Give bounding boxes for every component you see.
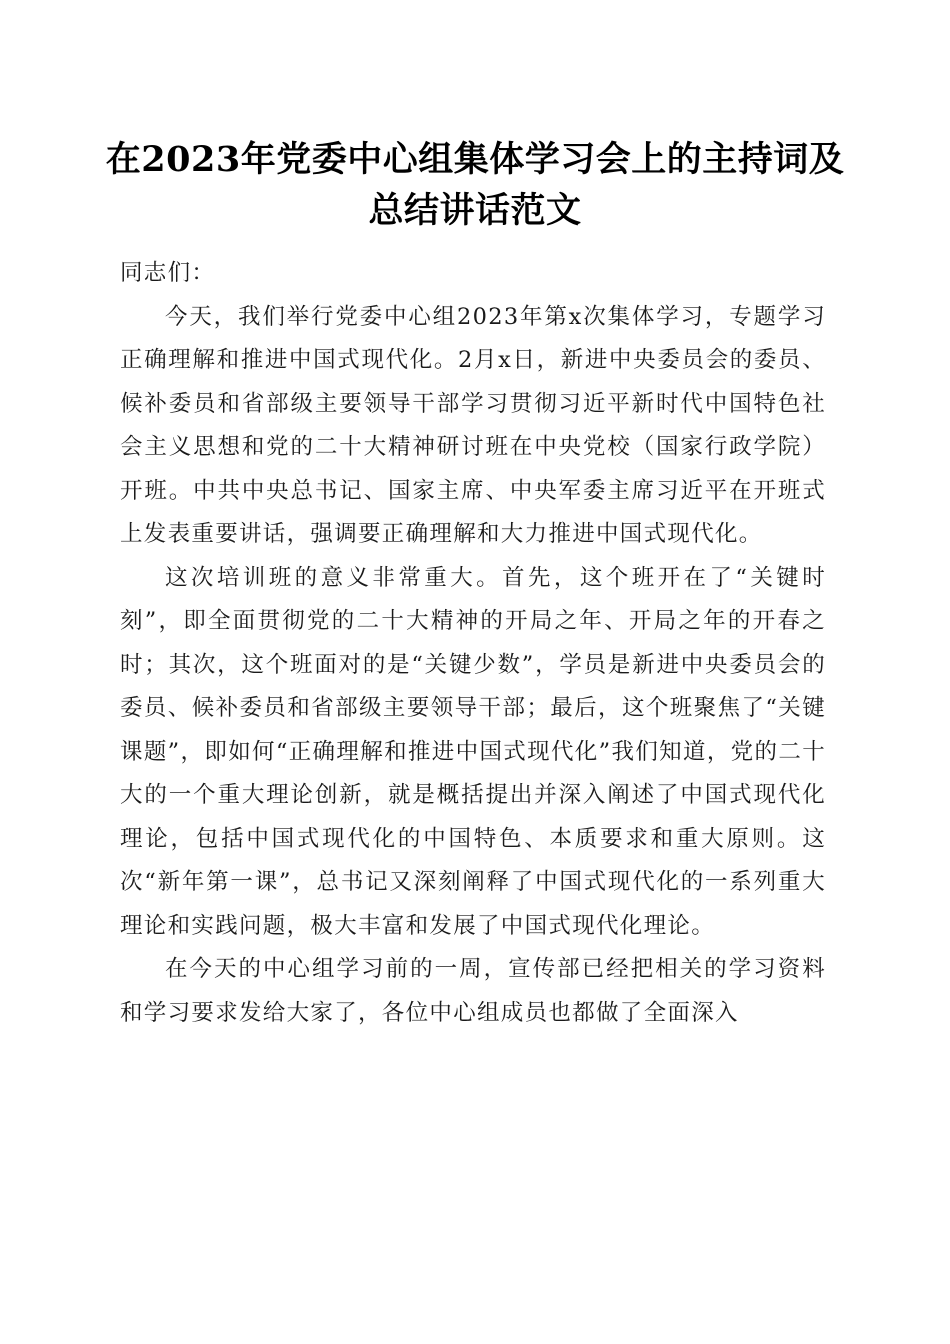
document-title: 在2023年党委中心组集体学习会上的主持词及总结讲话范文 (105, 139, 845, 231)
paragraph-1: 今天，我们举行党委中心组2023年第x次集体学习，专题学习正确理解和推进中国式现代化。2月x日，新进中央委员会的委员、候补委员和省部级主要领导干部学习贯彻习近平新时代中国特色社会主义思想和党的二十大精神研讨班在中央党校（国家行政学院）开班。中共中央总书记、国家主席、中央军委主席习近平在开班式上发表重要讲话，强调要正确理解和大力推进中国式现代化。 (120, 303, 826, 547)
salutation: 同志们： (120, 260, 216, 286)
paragraph-2: 这次培训班的意义非常重大。首先，这个班开在了“关键时刻”，即全面贯彻党的二十大精神的开局之年、开局之年的开春之时；其次，这个班面对的是“关键少数”，学员是新进中央委员会的委员、候补委员和省部级主要领导干部；最后，这个班聚焦了“关键课题”，即如何“正确理解和推进中国式现代化”我们知道，党的二十大的一个重大理论创新，就是概括提出并深入阐述了中国式现代化理论，包括中国式现代化的中国特色、本质要求和重大原则。这次“新年第一课”，总书记又深刻阐释了中国式现代化的一系列重大理论和实践问题，极大丰富和发展了中国式现代化理论。 (120, 564, 826, 939)
document-body (120, 252, 826, 1035)
paragraph-3: 在今天的中心组学习前的一周，宣传部已经把相关的学习资料和学习要求发给大家了，各位中心组成员也都做了全面深入 (120, 956, 826, 1026)
